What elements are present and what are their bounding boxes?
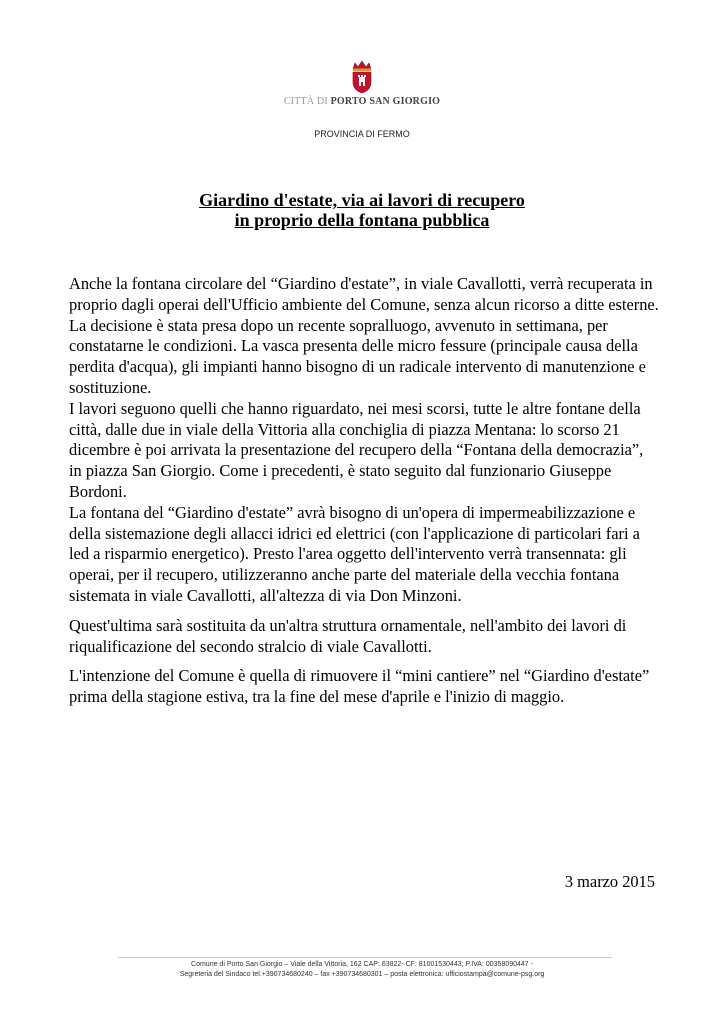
paragraph-5: L'intenzione del Comune è quella di rimuovere il “mini cantiere” nel “Giardino d'estate” prima della stagione estiva, tra la fine del mese d'aprile e l'inizio di maggio. [69, 666, 650, 707]
city-name: PORTO SAN GIORGIO [330, 96, 441, 107]
press-release-title [0, 190, 724, 230]
document-date: 3 marzo 2015 [564, 872, 655, 891]
paragraph-2: I lavori seguono quelli che hanno riguardato, nei mesi scorsi, tutte le altre fontane della città, dalle due in viale della Vittoria alla conchiglia di piazza Mentana: lo scorso 21 dicembre è poi arrivata la presentazione del recupero della “Fontana della democrazia”, in piazza San Giorgio. Come i precedenti, è stato seguito dal funzionario Giuseppe Bordoni. [69, 398, 644, 501]
title-line-2: in proprio della fontana pubblica [234, 210, 490, 230]
footer [0, 960, 724, 980]
paragraph-1: Anche la fontana circolare del “Giardino d'estate”, in viale Cavallotti, verrà recuperata in proprio dagli operai dell'Ufficio ambiente del Comune, senza alcun ricorso a ditte esterne. La decisione è stata presa dopo un recente sopralluogo, avvenuto in settimana, per constatarne le condizioni. La vasca presenta delle micro fessure (principale causa della perdita d'acqua), gli impianti hanno bisogno di un radicale intervento di manutenzione e sostituzione. [69, 274, 659, 397]
city-coat-of-arms-icon [348, 60, 376, 94]
footer-divider [118, 957, 612, 958]
article-body [69, 274, 659, 708]
province-label: PROVINCIA DI FERMO [314, 129, 410, 139]
city-prefix: CITTÀ DI [283, 96, 328, 107]
footer-address-line: Comune di Porto San Giorgio – Viale della Vittoria, 162 CAP: 63822- CF: 81001530443; P.IVA: 00358090447 - [191, 961, 533, 968]
title-line-1: Giardino d'estate, via ai lavori di recupero [199, 190, 525, 210]
city-name-header [0, 96, 724, 107]
paragraph-4: Quest'ultima sarà sostituita da un'altra struttura ornamentale, nell'ambito dei lavori di riqualificazione del secondo stralcio di viale Cavallotti. [69, 615, 627, 656]
footer-contact-line: Segreteria del Sindaco tel.+390734680240 – fax +390734680301 – posta elettronica: ufficiostampa@comune-psg.org [179, 971, 545, 978]
paragraph-3: La fontana del “Giardino d'estate” avrà bisogno di un'opera di impermeabilizzazione e della sistemazione degli allacci idrici ed elettrici (con l'applicazione di particolari fari a led a risparmio energetico). Presto l'area oggetto dell'intervento verrà transennata: gli operai, per il recupero, utilizzeranno anche parte del materiale della vecchia fontana sistemata in viale Cavallotti, all'altezza di via Don Minzoni. [69, 502, 640, 605]
